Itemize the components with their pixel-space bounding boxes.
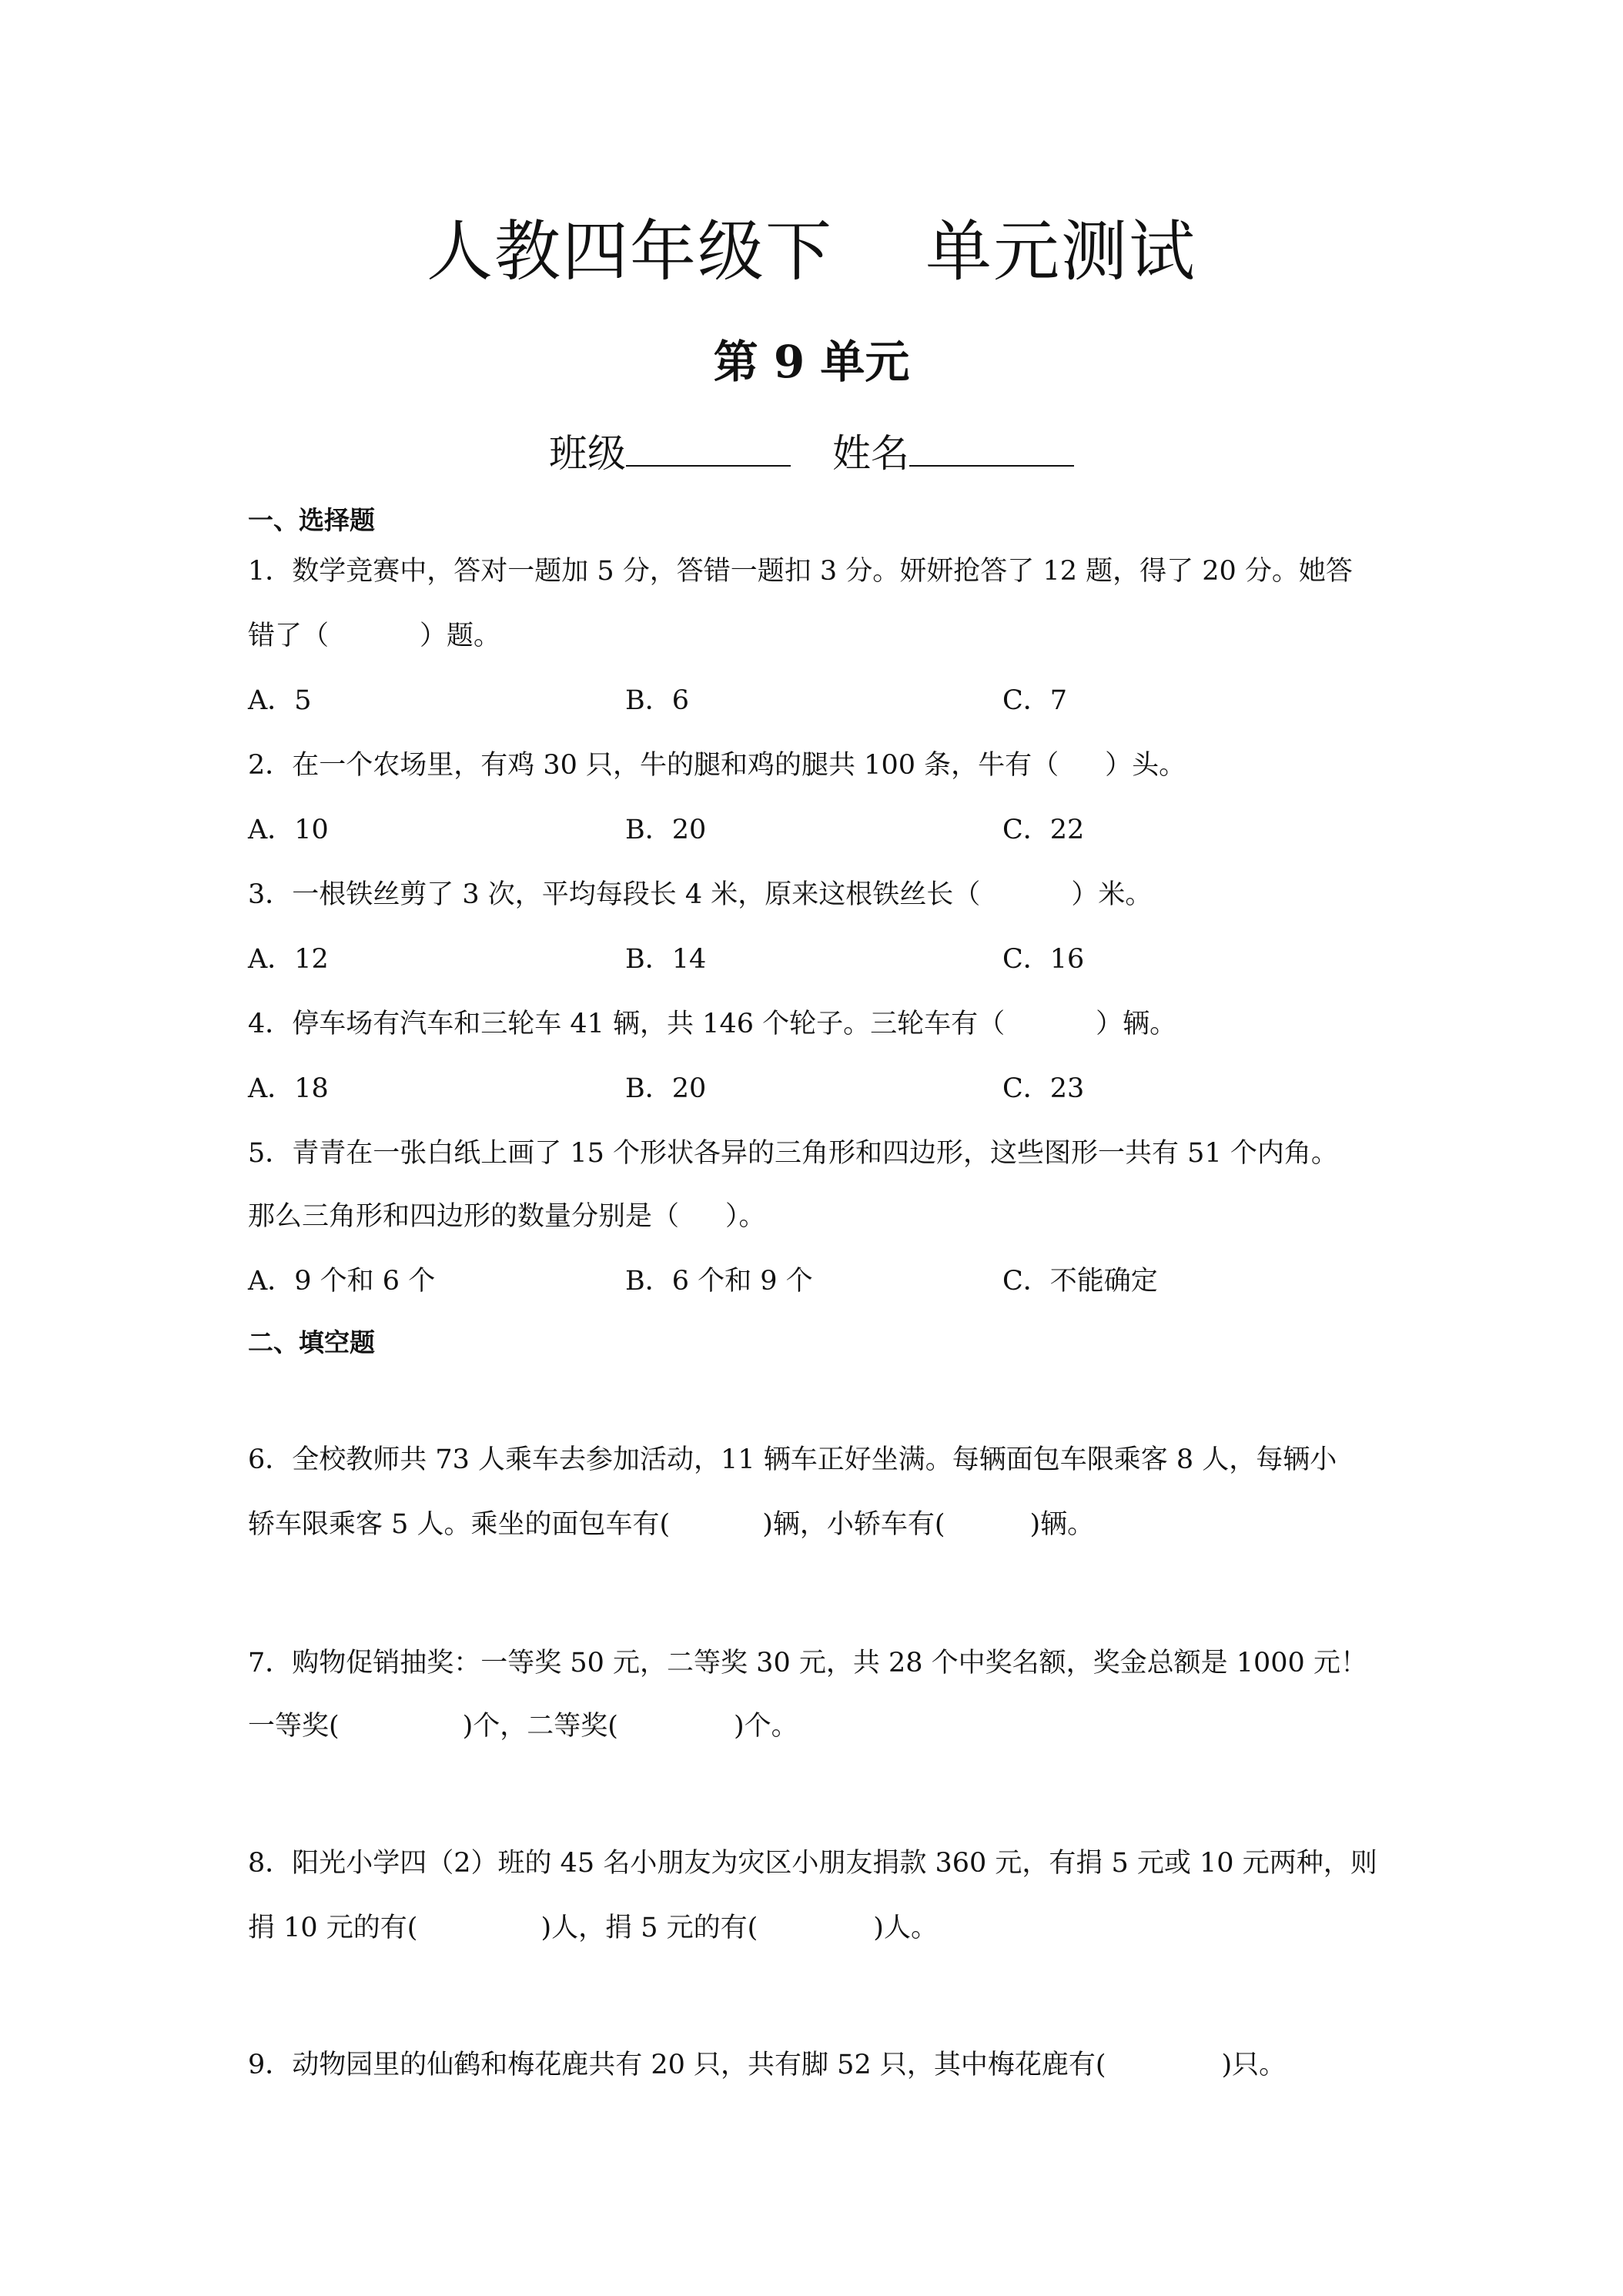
- q8-text-c: )人。: [873, 1913, 938, 1943]
- q5-option-a[interactable]: A．9 个和 6 个: [248, 1266, 436, 1297]
- q4-option-b[interactable]: B．20: [625, 1073, 707, 1104]
- section-fill-heading: 二、填空题: [248, 1327, 375, 1357]
- q6-line2: [248, 1506, 1387, 1543]
- q1-option-c[interactable]: C．7: [1002, 685, 1068, 716]
- q5-line2: [248, 1198, 1387, 1235]
- q3-text-pre: 3．一根铁丝剪了 3 次，平均每段长 4 米，原来这根铁丝长（: [248, 879, 981, 910]
- q9-text-post: )只。: [1221, 2050, 1287, 2080]
- student-info-line: [0, 425, 1623, 480]
- q6-text-c: )辆。: [1029, 1509, 1095, 1540]
- q3-text-post: ）米。: [1071, 879, 1153, 910]
- name-label: 姓名: [832, 431, 909, 476]
- q5-line1: 5．青青在一张白纸上画了 15 个形状各异的三角形和四边形，这些图形一共有 51 个内角。: [248, 1138, 1338, 1169]
- q4-line: [248, 1006, 1387, 1043]
- title-test: 单元测试: [925, 213, 1196, 290]
- q2-line: [248, 747, 1387, 784]
- q1-options: [248, 682, 1387, 719]
- q4-options: [248, 1070, 1387, 1107]
- q1-option-b[interactable]: B．6: [625, 685, 689, 716]
- q6-text-b: )辆，小轿车有(: [762, 1509, 945, 1540]
- q6-line1: 6．全校教师共 73 人乘车去参加活动，11 辆车正好坐满。每辆面包车限乘客 8 人，每辆小: [248, 1444, 1337, 1475]
- q7-text-c: )个。: [733, 1711, 798, 1742]
- q5-text-post: ）。: [725, 1201, 766, 1232]
- unit-subtitle: 第 9 单元: [713, 336, 910, 388]
- q9-line: [248, 2047, 1387, 2083]
- q2-option-b[interactable]: B．20: [625, 815, 707, 845]
- q1-text-pre: 错了（: [248, 621, 330, 651]
- q4-text-post: ）辆。: [1096, 1009, 1177, 1039]
- q3-option-c[interactable]: C．16: [1002, 944, 1085, 975]
- q7-text-a: 一等奖(: [248, 1711, 340, 1742]
- q2-text-post: ）头。: [1105, 750, 1186, 781]
- q6-text-a: 轿车限乘客 5 人。乘坐的面包车有(: [248, 1509, 671, 1540]
- q4-option-c[interactable]: C．23: [1002, 1073, 1085, 1104]
- q8-line2: [248, 1909, 1387, 1946]
- title-grade: 人教四年级下: [427, 213, 833, 290]
- q8-line1: 8．阳光小学四（2）班的 45 名小朋友为灾区小朋友捐款 360 元，有捐 5 元或 10 元两种，则: [248, 1848, 1377, 1879]
- page-title: [0, 209, 1623, 294]
- q5-option-b[interactable]: B．6 个和 9 个: [625, 1266, 813, 1297]
- q5-options: [248, 1263, 1387, 1300]
- q7-text-b: )个，二等奖(: [462, 1711, 618, 1742]
- q1-text-post: ）题。: [420, 621, 501, 651]
- q3-option-a[interactable]: A．12: [248, 944, 329, 975]
- q2-options: [248, 812, 1387, 848]
- q1-option-a[interactable]: A．5: [248, 685, 312, 716]
- q3-line: [248, 876, 1387, 913]
- q7-line2: [248, 1708, 1387, 1745]
- q1-line2: [248, 618, 1387, 654]
- q8-text-a: 捐 10 元的有(: [248, 1913, 418, 1943]
- q2-option-c[interactable]: C．22: [1002, 815, 1085, 845]
- q5-option-c[interactable]: C．不能确定: [1002, 1266, 1158, 1297]
- q2-option-a[interactable]: A．10: [248, 815, 329, 845]
- q1-line1: 1．数学竞赛中，答对一题加 5 分，答错一题扣 3 分。妍妍抢答了 12 题，得了 20 分。她答: [248, 556, 1353, 587]
- q4-text-pre: 4．停车场有汽车和三轮车 41 辆，共 146 个轮子。三轮车有（: [248, 1009, 1006, 1039]
- q2-text-pre: 2．在一个农场里，有鸡 30 只，牛的腿和鸡的腿共 100 条，牛有（: [248, 750, 1059, 781]
- q3-options: [248, 941, 1387, 978]
- q7-line1: 7．购物促销抽奖：一等奖 50 元，二等奖 30 元，共 28 个中奖名额，奖金总额是 1000 元！: [248, 1648, 1367, 1678]
- q5-text-pre: 那么三角形和四边形的数量分别是（: [248, 1201, 680, 1232]
- name-blank[interactable]: [909, 425, 1074, 467]
- q3-option-b[interactable]: B．14: [625, 944, 707, 975]
- q8-text-b: )人，捐 5 元的有(: [540, 1913, 758, 1943]
- class-blank[interactable]: [626, 425, 791, 467]
- q9-text-pre: 9．动物园里的仙鹤和梅花鹿共有 20 只，共有脚 52 只，其中梅花鹿有(: [248, 2050, 1106, 2080]
- section-choice-heading: 一、选择题: [248, 505, 375, 535]
- class-label: 班级: [549, 431, 626, 476]
- q4-option-a[interactable]: A．18: [248, 1073, 329, 1104]
